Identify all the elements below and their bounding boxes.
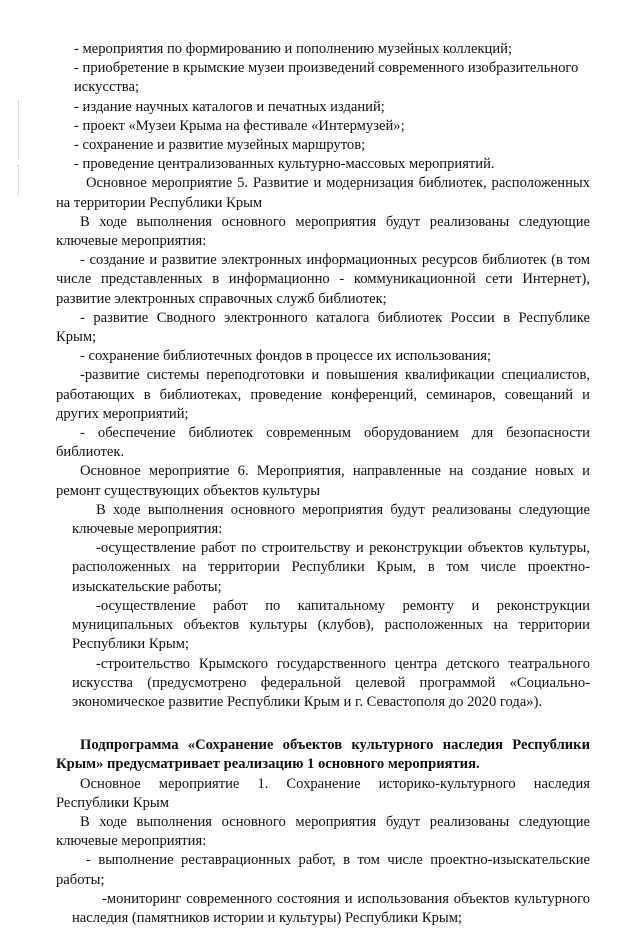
list-item: - выполнение реставрационных работ, в том числе проектно-изыскательские работы; <box>56 852 590 888</box>
document-page <box>56 40 590 928</box>
list-item: -осуществление работ по строительству и реконструкции объектов культуры, расположенных на территории Республики Крым, в том числе проектно-изыскательские работы; <box>72 540 590 595</box>
section-intro-sub: В ходе выполнения основного мероприятия будут реализованы следующие ключевые мероприятия: <box>56 813 590 850</box>
list-item: - развитие Сводного электронного каталога библиотек России в Республике Крым; <box>56 309 590 346</box>
list-item: - сохранение библиотечных фондов в процессе их использования; <box>80 348 492 365</box>
list-item: - проведение централизованных культурно-массовых мероприятий. <box>74 156 495 173</box>
section-intro-m5: В ходе выполнения основного мероприятия будут реализованы следующие ключевые мероприятия: <box>56 213 590 250</box>
subprogram-heading: Подпрограмма «Сохранение объектов культурного наследия Республики Крым» предусматривает реализацию 1 основного мероприятия. <box>56 737 590 773</box>
list-item: - мероприятия по формированию и пополнению музейных коллекций; <box>74 41 512 57</box>
section-title-sub-m1: Основное мероприятие 1. Сохранение историко-культурного наследия Республики Крым <box>56 775 590 811</box>
margin-scan-mark <box>18 100 25 160</box>
list-item: - издание научных каталогов и печатных изданий; <box>74 98 385 115</box>
list-item: - сохранение и развитие музейных маршрутов; <box>74 137 366 154</box>
list-item: -мониторинг современного состояния и использования объектов культурного наследия (памятников истории и культуры) Республики Крым; <box>72 890 590 926</box>
section-title-m5: Основное мероприятие 5. Развитие и модернизация библиотек, расположенных на территории Республики Крым <box>56 175 590 211</box>
section-title-m6: Основное мероприятие 6. Мероприятия, направленные на создание новых и ремонт существующих объектов культуры <box>56 463 590 499</box>
section-gap <box>56 712 590 736</box>
list-item: -осуществление работ по капитальному ремонту и реконструкции муниципальных объектов культуры (клубов), расположенных на территории Республики Крым; <box>72 597 590 653</box>
list-item: -строительство Крымского государственного центра детского театрального искусства (предусмотрено федеральной целевой программой «Социально-экономическое развитие Республики Крым и г. Севастополя до 2020 года»). <box>72 655 590 710</box>
list-item: - приобретение в крымские музеи произведений современного изобразительного искусства; <box>74 60 579 96</box>
list-item: -развитие системы переподготовки и повышения квалификации специалистов, работающих в библиотеках, проведение конференций, семинаров, совещаний и других мероприятий; <box>56 367 590 422</box>
margin-scan-mark-lower <box>18 165 25 195</box>
section-intro-m6: В ходе выполнения основного мероприятия будут реализованы следующие ключевые мероприятия: <box>72 501 590 538</box>
list-item: - проект «Музеи Крыма на фестивале «Интермузей»; <box>74 117 405 134</box>
list-item: - создание и развитие электронных информационных ресурсов библиотек (в том числе представленных в информационно - коммуникационной сети Интернет), развитие электронных справочных служб библиотек; <box>56 252 590 307</box>
list-item: - обеспечение библиотек современным оборудованием для безопасности библиотек. <box>56 425 590 461</box>
